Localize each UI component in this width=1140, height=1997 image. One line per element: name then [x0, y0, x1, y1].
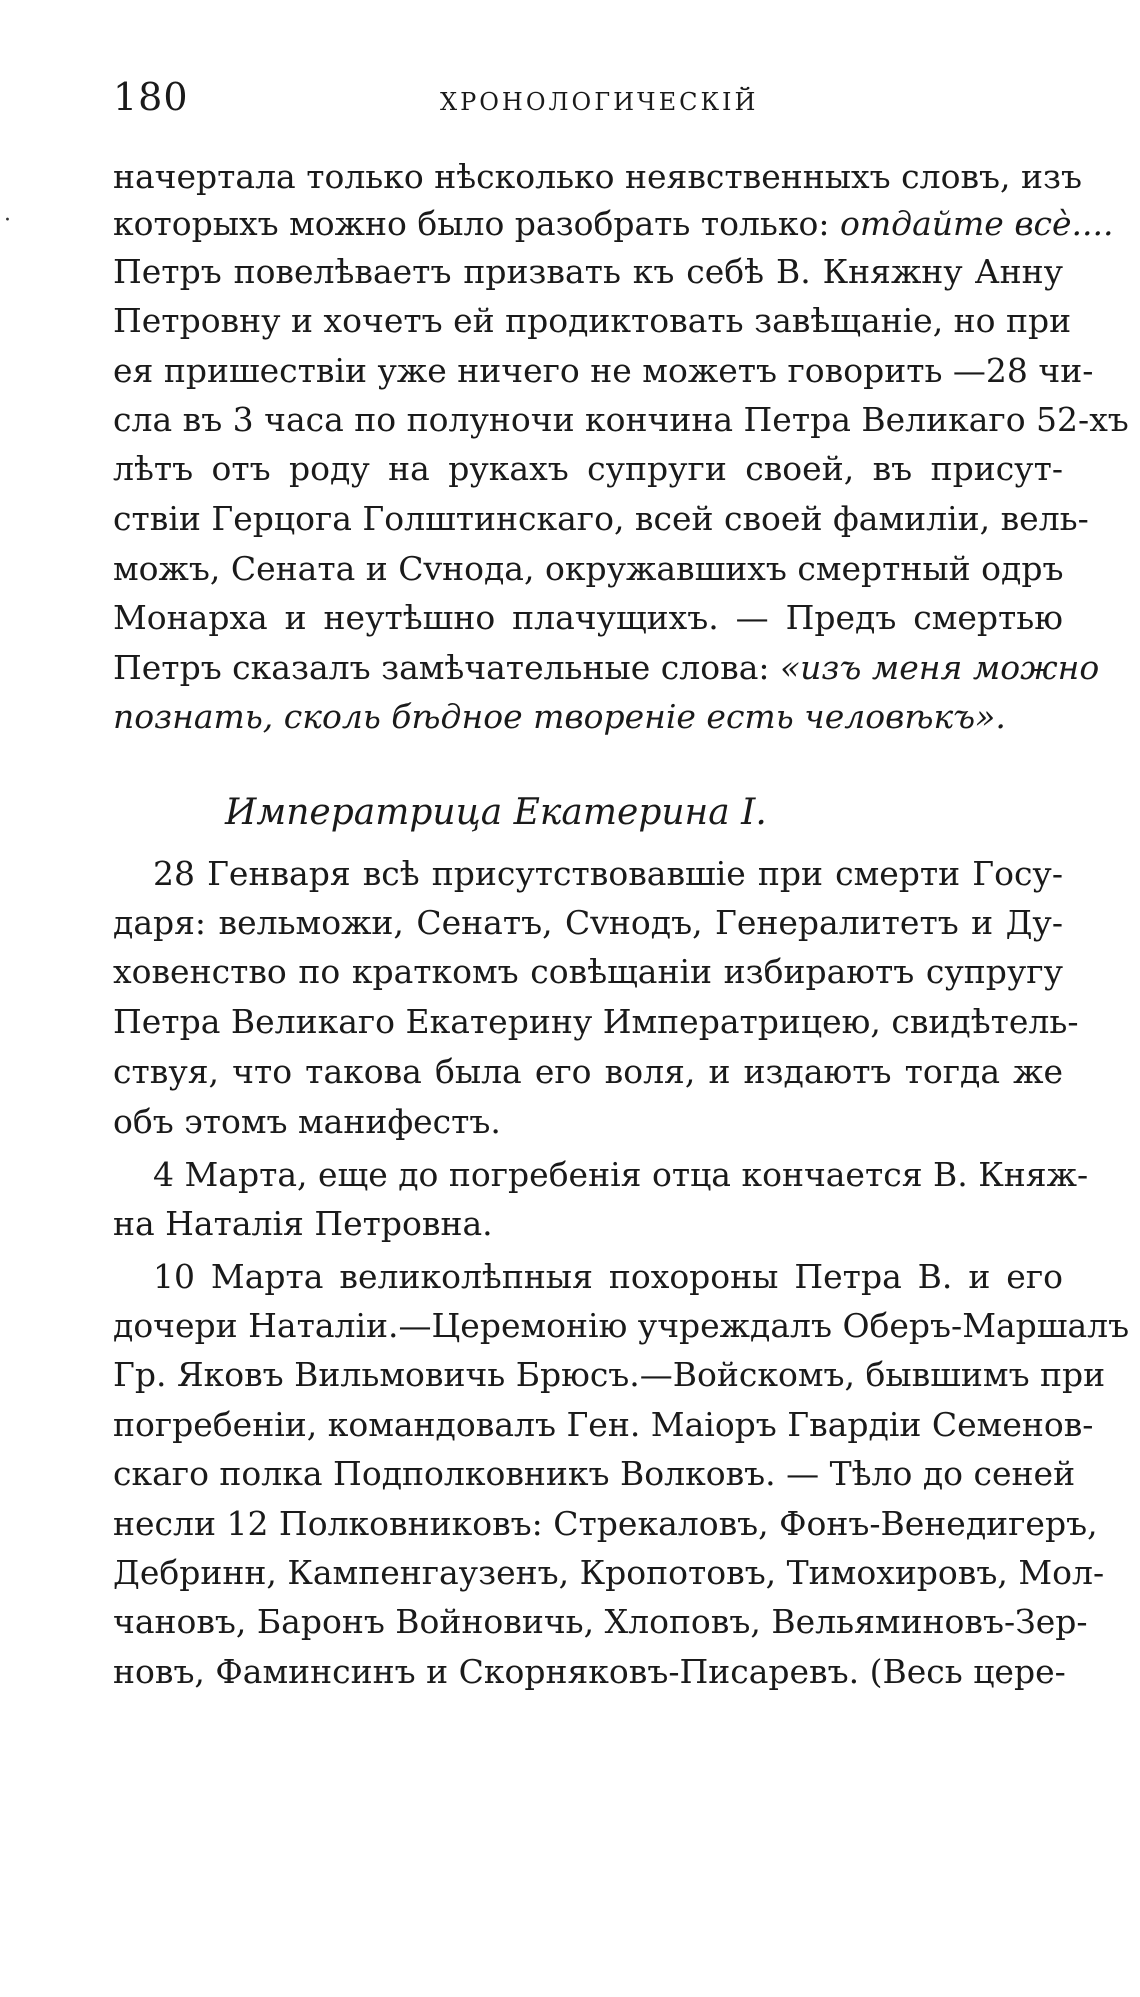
text-line: начертала только нѣсколько неявственныхъ словъ, изъ — [113, 157, 1082, 196]
italic-quote-line: познать, сколь бѣдное твореніе есть человѣкъ». — [113, 697, 1006, 736]
text-line: Монарха и неутѣшно плачущихъ. — Предъ смертью — [113, 598, 1063, 637]
text-line: ствіи Герцога Голштинскаго, всей своей фамиліи, вель- — [113, 499, 1089, 538]
page-number: 180 — [113, 75, 189, 119]
text-line: Гр. Яковъ Вильмовичь Брюсъ.—Войскомъ, бывшимъ при — [113, 1355, 1106, 1394]
running-title: ХРОНОЛОГИЧЕСКІЙ — [440, 88, 759, 116]
text-line: сла въ 3 часа по полуночи кончина Петра Великаго 52-хъ — [113, 400, 1129, 439]
text-span: которыхъ можно было разобрать только: — [113, 204, 840, 243]
italic-quote: «изъ меня можно — [779, 648, 1100, 687]
text-line: 10 Марта великолѣпныя похороны Петра В. и его — [153, 1257, 1063, 1296]
text-line: ховенство по краткомъ совѣщаніи избираютъ супругу — [113, 952, 1063, 991]
text-line: можъ, Сената и Сvнода, окружавшихъ смертный одръ — [113, 549, 1064, 588]
text-line: погребеніи, командовалъ Ген. Маіоръ Гвардіи Семенов- — [113, 1405, 1094, 1444]
text-line: 28 Генваря всѣ присутствовавшіе при смерти Госу- — [153, 854, 1063, 893]
text-line: объ этомъ манифестъ. — [113, 1102, 501, 1141]
text-line: Дебринн, Кампенгаузенъ, Кропотовъ, Тимохировъ, Мол- — [113, 1553, 1105, 1592]
text-line: ея пришествіи уже ничего не можетъ говорить —28 чи- — [113, 351, 1094, 390]
text-line: лѣтъ отъ роду на рукахъ супруги своей, въ присут- — [113, 449, 1063, 488]
text-line: новъ, Фаминсинъ и Скорняковъ-Писаревъ. (Весь цере- — [113, 1652, 1066, 1691]
text-line: чановъ, Баронъ Войновичь, Хлоповъ, Вельяминовъ-Зер- — [113, 1602, 1088, 1641]
text-line: скаго полка Подполковникъ Волковъ. — Тѣло до сеней — [113, 1454, 1076, 1493]
text-line: 4 Марта, еще до погребенія отца кончается В. Княж- — [153, 1155, 1089, 1194]
section-heading: Императрица Екатерина I. — [225, 792, 767, 833]
text-line: ствуя, что такова была его воля, и издаютъ тогда же — [113, 1052, 1063, 1091]
text-line: на Наталія Петровна. — [113, 1204, 493, 1243]
text-line: Петра Великаго Екатерину Императрицею, свидѣтель- — [113, 1002, 1079, 1041]
text-line: Петръ повелѣваетъ призвать къ себѣ В. Княжну Анну — [113, 252, 1063, 291]
text-line — [113, 648, 1100, 687]
margin-mark: · — [4, 208, 11, 233]
text-line: дочери Наталіи.—Церемонію учреждалъ Оберъ-Маршалъ — [113, 1306, 1130, 1345]
text-line: Петровну и хочетъ ей продиктовать завѣщаніе, но при — [113, 301, 1072, 340]
text-line — [113, 204, 1114, 243]
text-line: несли 12 Полковниковъ: Стрекаловъ, Фонъ-Венедигеръ, — [113, 1504, 1098, 1543]
text-span: Петръ сказалъ замѣчательные слова: — [113, 648, 780, 687]
text-line: даря: вельможи, Сенатъ, Сvнодъ, Генералитетъ и Ду- — [113, 903, 1063, 942]
italic-quote: отдайте всѐ.... — [840, 204, 1114, 243]
